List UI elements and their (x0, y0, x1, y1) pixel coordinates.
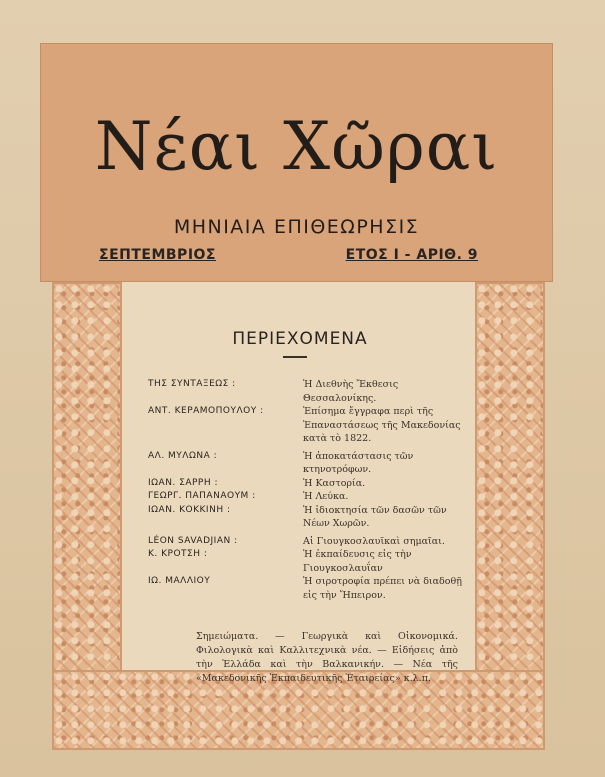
ornamental-border-right (475, 282, 545, 672)
contents-entry (148, 548, 470, 575)
entry-author: LÉON SAVADJIAN : (148, 535, 238, 546)
entry-article: Ἡ σιρoτροφία πρέπει νὰ διαδοθῇ εἰς τὴν Ἤπειρον. (303, 576, 462, 601)
contents-notes: Σημειώματα. — Γεωργικὰ καὶ Οἰκονομικά. Φιλολογικὰ καὶ Καλλιτεχνικὰ νέα. — Εἰδήσεις ἀπὸ τὴν Ἑλλάδα καὶ τὴν Βαλκανικήν. — Νέα τῆς «Μακεδονικῆς Ἐκπαιδευτικῆς Ἑταιρείας» κ.λ.π. (196, 631, 458, 684)
entry-author: ΙΩ. ΜΑΛΛΙΟΥ (148, 576, 211, 586)
entry-article: Ἐπίσημα ἔγγραφα περὶ τῆς Ἐπαναστάσεως τῆς Μακεδονίας κατὰ τὸ 1822. (303, 406, 461, 444)
contents-entry (148, 405, 470, 446)
contents-entry (148, 450, 470, 477)
entry-author: ΑΛ. ΜΥΛΩΝΑ : (148, 450, 218, 461)
entry-author: ΤΗΣ ΣΥΝΤΑΞΕΩΣ : (148, 379, 236, 389)
ornamental-border-left (52, 282, 122, 672)
contents-entry (148, 575, 470, 602)
contents-entry (148, 477, 470, 491)
contents-entry (148, 535, 470, 549)
issue-month: ΣΕΠΤΕΜΒΡΙΟΣ (99, 247, 216, 263)
contents-entry (148, 504, 470, 531)
entry-author: ΙΩΑΝ. ΚΟΚΚΙΝΗ : (148, 504, 231, 515)
contents-heading: ΠΕΡΙΕΧΟΜΕΝΑ (232, 329, 368, 349)
masthead (40, 43, 553, 282)
contents-section (140, 328, 470, 686)
entry-author: ΙΩΑΝ. ΣΑΡΡΗ : (148, 477, 219, 488)
entry-article: Ἡ ἐκπαίδευσις εἰς τὴν Γιουγκοσλαυΐαν (303, 549, 412, 574)
entry-article: Ἡ ἰδιοκτησία τῶν δασῶν τῶν Νέων Χωρῶν. (303, 504, 447, 529)
entry-author: ΑΝΤ. ΚΕΡΑΜΟΠΟΥΛΟΥ : (148, 406, 264, 416)
entry-article: Ἡ Διεθνὴς Ἔκθεσις Θεσσαλονίκης. (303, 379, 399, 404)
issue-number: ΕΤΟΣ Ι - ΑΡΙΘ. 9 (345, 247, 478, 263)
contents-entry (148, 378, 470, 405)
divider-ornament (283, 356, 307, 358)
magazine-title: Νέαι Χῶραι (94, 108, 499, 185)
entry-article: Ἡ Καστορία. (303, 477, 366, 489)
entry-article: Αἱ Γιουγκοσλαυϊκαὶ σημαῖαι. (303, 535, 445, 547)
entry-article: Ἡ Λεύκα. (303, 491, 349, 502)
magazine-subtitle: ΜΗΝΙΑΙΑ ΕΠΙΘΕΩΡΗΣΙΣ (173, 216, 420, 238)
entry-author: ΓΕΩΡΓ. ΠΑΠΑΝΑΟΥΜ : (148, 491, 256, 501)
contents-entry (148, 490, 470, 504)
entry-author: Κ. ΚΡΟΤΣΗ : (148, 549, 208, 559)
entry-article: Ἡ ἀποκατάστασις τῶν κτηνοτρόφων. (303, 450, 414, 475)
